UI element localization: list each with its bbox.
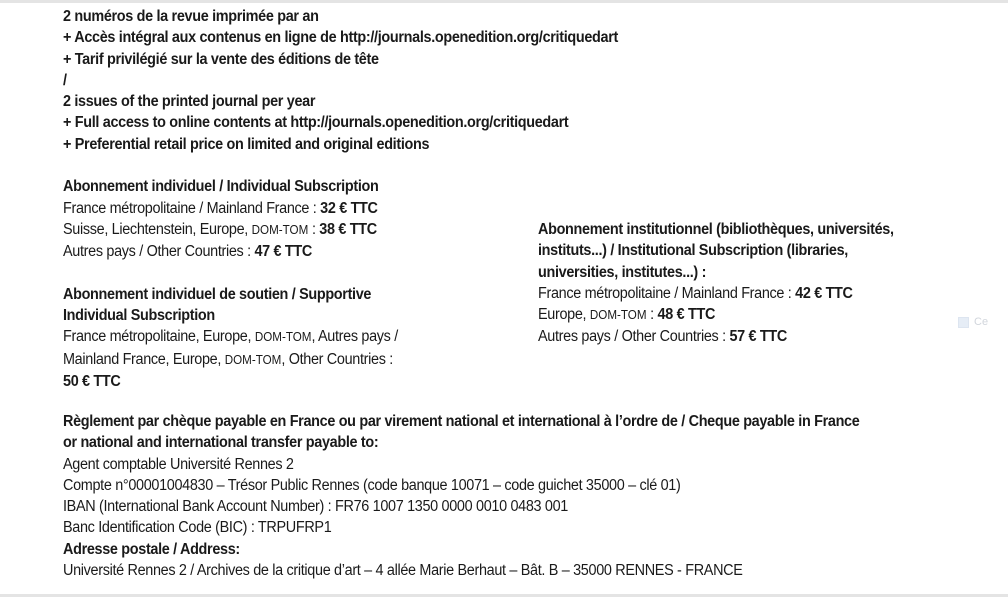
rate-price: 42 € TTC xyxy=(795,284,853,302)
rate-row xyxy=(63,219,618,241)
individual-subscription xyxy=(63,176,618,262)
rate-label-smallcaps: DOM-TOM xyxy=(251,222,309,237)
payment-detail: IBAN (International Bank Account Number) : FR76 1007 1350 0000 0010 0483 001 xyxy=(63,498,568,516)
rate-label: Autres pays / Other Countries : xyxy=(63,243,255,261)
rate-row xyxy=(63,241,618,262)
benefit-line: + Full access to online contents at http://journals.openedition.org/critiquedart xyxy=(63,114,569,132)
postal-address: Université Rennes 2 / Archives de la critique d’art – 4 allée Marie Berhaut – Bât. B – 35000 RENNES - FRANCE xyxy=(63,562,743,580)
rate-label: France métropolitaine / Mainland France : xyxy=(63,199,321,217)
supportive-subscription xyxy=(63,284,618,392)
rate-label: Europe, xyxy=(538,306,590,324)
address-heading: Adresse postale / Address: xyxy=(63,540,240,558)
rate-price: 47 € TTC xyxy=(254,243,312,261)
rate-label: France métropolitaine, Europe, xyxy=(63,328,255,346)
rate-label-smallcaps: DOM-TOM xyxy=(589,308,647,323)
rate-label: Suisse, Liechtenstein, Europe, xyxy=(63,220,252,238)
benefit-line: 2 numéros de la revue imprimée par an xyxy=(63,8,319,25)
rate-label: : xyxy=(646,306,658,324)
widget-square-icon xyxy=(958,317,969,328)
rate-label: France métropolitaine / Mainland France : xyxy=(538,284,796,302)
rate-row xyxy=(538,304,894,326)
rate-row xyxy=(63,198,618,219)
supportive-heading: Individual Subscription xyxy=(63,307,215,325)
page-top-border xyxy=(0,0,1008,3)
benefits-fr xyxy=(63,6,618,70)
side-widget[interactable] xyxy=(958,312,1008,332)
payment-heading: Règlement par chèque payable en France ou par virement national et international à l’ordre de / Cheque payable in France xyxy=(63,413,860,430)
rate-price: 32 € TTC xyxy=(320,199,378,217)
payment-section xyxy=(63,411,859,581)
main-column xyxy=(63,6,618,392)
rate-label: : xyxy=(308,220,320,238)
rate-price: 57 € TTC xyxy=(729,328,787,346)
rate-label: Mainland France, Europe, xyxy=(63,350,225,368)
side-widget-label: Ce xyxy=(974,316,989,328)
rate-row xyxy=(63,349,618,371)
language-separator: / xyxy=(63,71,67,89)
payment-detail: Banc Identification Code (BIC) : TRPUFRP1 xyxy=(63,519,332,537)
benefit-line: + Accès intégral aux contenus en ligne de http://journals.openedition.org/critiquedart xyxy=(63,29,618,47)
institutional-heading: universities, institutes...) : xyxy=(538,263,707,281)
rate-label: , Other Countries : xyxy=(281,350,393,368)
benefit-line: + Tarif privilégié sur la vente des éditions de tête xyxy=(63,50,379,68)
institutional-subscription xyxy=(538,219,894,348)
benefit-line: 2 issues of the printed journal per year xyxy=(63,93,316,111)
rate-label-smallcaps: DOM-TOM xyxy=(254,330,312,345)
individual-heading: Abonnement individuel / Individual Subscription xyxy=(63,178,379,196)
rate-row xyxy=(63,326,618,348)
rate-row xyxy=(538,326,894,347)
rate-label: Autres pays / Other Countries : xyxy=(538,328,730,346)
institutional-heading: Abonnement institutionnel (bibliothèques, universités, xyxy=(538,221,894,238)
payment-detail: Agent comptable Université Rennes 2 xyxy=(63,455,294,473)
rate-price: 50 € TTC xyxy=(63,373,121,391)
benefit-line: + Preferential retail price on limited and original editions xyxy=(63,135,430,153)
rate-label-smallcaps: DOM-TOM xyxy=(224,352,282,367)
rate-row xyxy=(538,283,894,304)
benefits-en xyxy=(63,91,618,155)
payment-detail: Compte n°00001004830 – Trésor Public Rennes (code banque 10071 – code guichet 35000 – clé 01) xyxy=(63,476,681,494)
rate-label: , Autres pays / xyxy=(311,328,398,346)
rate-price: 38 € TTC xyxy=(319,220,377,238)
institutional-heading: instituts...) / Institutional Subscription (libraries, xyxy=(538,242,848,260)
supportive-heading: Abonnement individuel de soutien / Supportive xyxy=(63,285,372,303)
payment-heading: or national and international transfer payable to: xyxy=(63,434,379,452)
rate-price: 48 € TTC xyxy=(657,306,716,324)
